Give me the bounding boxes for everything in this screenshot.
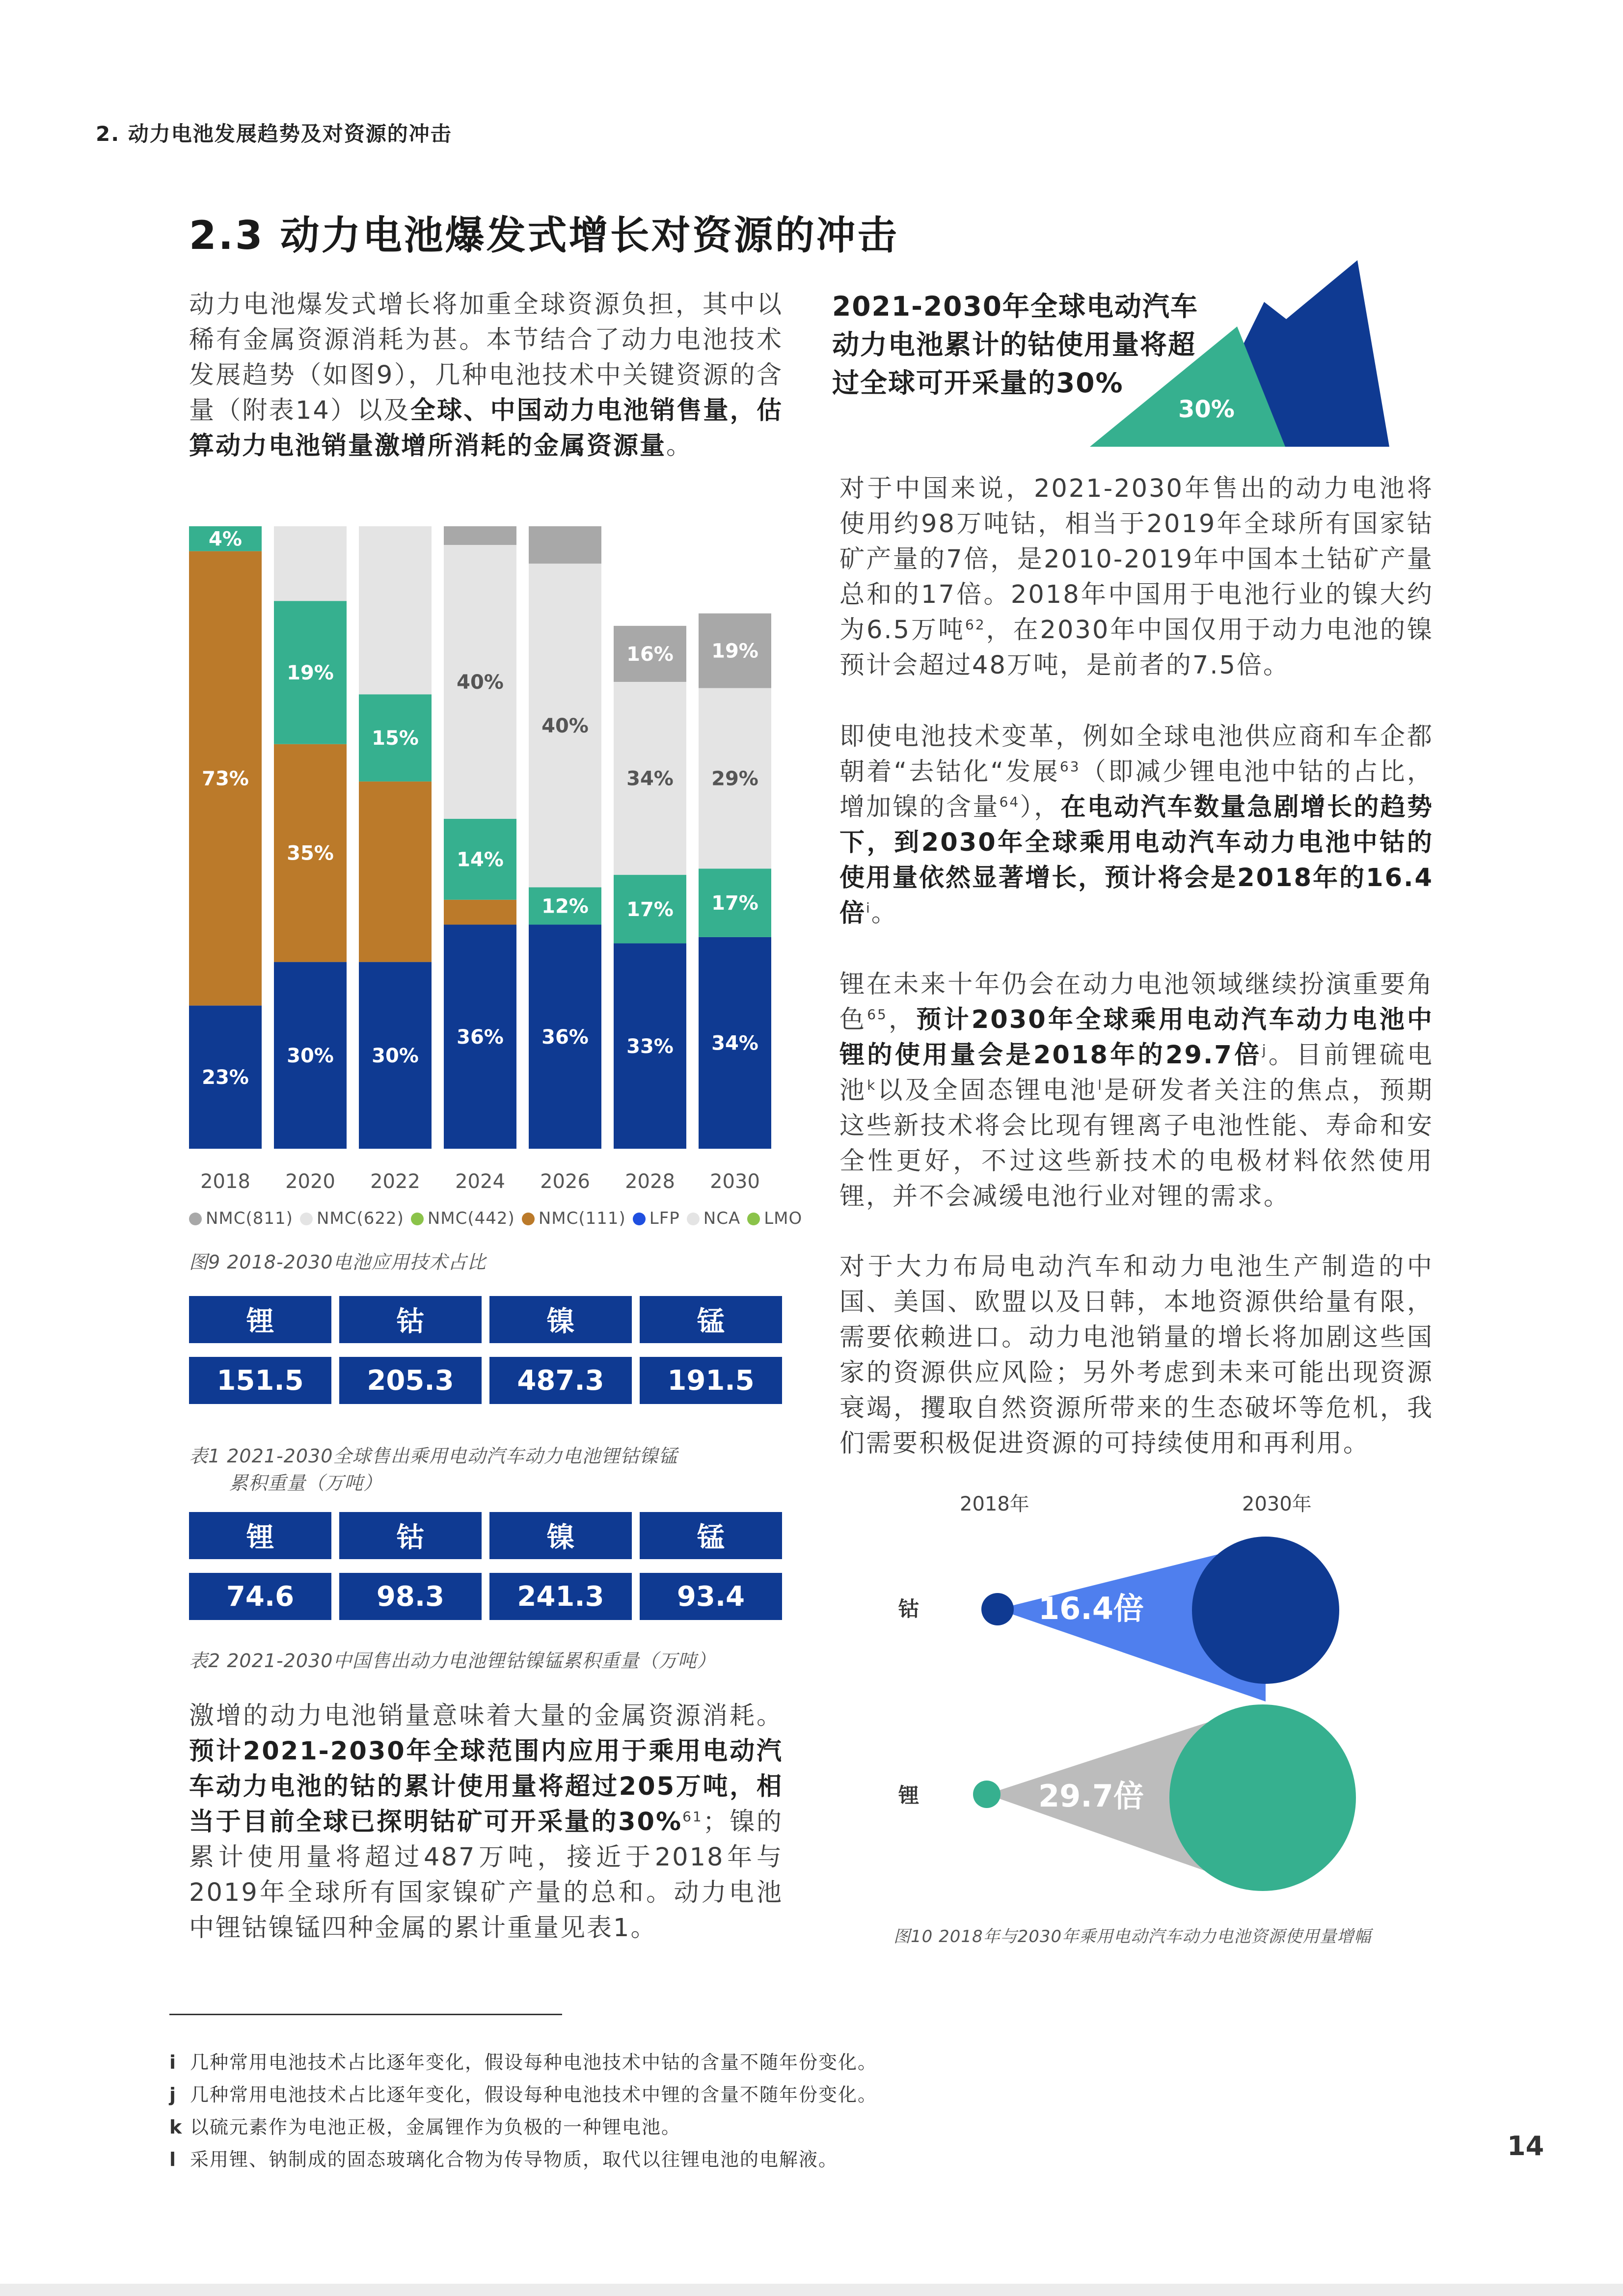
table1-value-mn: 191.5 bbox=[640, 1357, 782, 1404]
lithium-text-a: 锂在未来十年仍会在动力电池领域继续扮演重要角色 bbox=[839, 970, 1434, 1034]
bar-label-2028: 16% bbox=[626, 643, 674, 666]
lithium-label: 锂 bbox=[898, 1783, 920, 1808]
lithium-2018-circle bbox=[973, 1781, 1001, 1808]
table2-header-li: 锂 bbox=[189, 1512, 331, 1559]
table2-caption: 表2 2021-2030中国售出动力电池锂钴镍锰累积重量（万吨） bbox=[189, 1650, 716, 1672]
decobalt-text-b: （即减少锂电池中钴的占比，增加镍的含量 bbox=[839, 757, 1434, 822]
legend-item bbox=[687, 1209, 740, 1228]
legend-label: NMC(111) bbox=[538, 1209, 626, 1228]
footnote-ref-62: 62 bbox=[965, 617, 986, 633]
legend-dot-icon bbox=[189, 1213, 202, 1225]
table1-header-ni: 镍 bbox=[489, 1296, 632, 1343]
bar-label-2024: 14% bbox=[457, 848, 504, 871]
bar-label-2026: 12% bbox=[541, 895, 589, 918]
intro-text: 动力电池爆发式增长将加重全球资源负担，其中以稀有金属资源消耗为甚。本节结合了动力电池技术发展趋势（如图9），几种电池技术中关键资源的含量（附表14）以及 bbox=[189, 290, 783, 425]
bar-label-2030: 19% bbox=[711, 640, 758, 663]
footnote-mark: i bbox=[169, 2052, 177, 2073]
legend-item bbox=[411, 1209, 515, 1228]
table1-value-co: 205.3 bbox=[339, 1357, 482, 1404]
legend-item bbox=[747, 1209, 802, 1228]
lithium-paragraph bbox=[839, 967, 1434, 1215]
x-tick-label: 2020 bbox=[285, 1170, 335, 1193]
table1 bbox=[189, 1296, 782, 1404]
footnote-mark: k bbox=[169, 2116, 183, 2138]
x-tick-label: 2030 bbox=[710, 1170, 760, 1193]
footnote-ref-i: i bbox=[866, 900, 871, 916]
bar-segment-nmc111-2022 bbox=[359, 782, 432, 962]
cobalt-2018-circle bbox=[981, 1593, 1014, 1625]
x-tick-label: 2028 bbox=[625, 1170, 675, 1193]
label-2030: 2030年 bbox=[1242, 1493, 1312, 1515]
china-paragraph bbox=[839, 471, 1434, 683]
bar-segment-nmc622-2020 bbox=[274, 526, 347, 601]
lithium-text-c: 。目前锂硫电池 bbox=[839, 1041, 1434, 1105]
section-title: 2.3 动力电池爆发式增长对资源的冲击 bbox=[189, 213, 899, 258]
lithium-bold: 预计2030年全球乘用电动汽车动力电池中锂的使用量会是2018年的29.7倍 bbox=[839, 1005, 1434, 1070]
bar-label-2026: 36% bbox=[541, 1026, 589, 1049]
table1-value-ni: 487.3 bbox=[489, 1357, 632, 1404]
intro-bold: 全球、中国动力电池销售量，估算动力电池销量激增所消耗的金属资源量 bbox=[189, 396, 783, 460]
cobalt-2030-circle bbox=[1192, 1537, 1339, 1684]
footnote-ref-64: 64 bbox=[999, 794, 1020, 810]
legend-label: NCA bbox=[703, 1209, 741, 1228]
legend-label: NMC(442) bbox=[427, 1209, 515, 1228]
decobalt-text-a: 即使电池技术变革，例如全球电池供应商和车企都朝着“去钴化“发展 bbox=[839, 722, 1434, 786]
cobalt-label: 钴 bbox=[898, 1597, 920, 1621]
table2-header-ni: 镍 bbox=[489, 1512, 632, 1559]
bar-label-2020: 19% bbox=[287, 661, 334, 684]
footnote-ref-j: j bbox=[1262, 1042, 1268, 1058]
legend-label: LFP bbox=[649, 1209, 680, 1228]
table2 bbox=[189, 1512, 782, 1620]
x-tick-label: 2024 bbox=[455, 1170, 505, 1193]
lithium-ratio: 29.7倍 bbox=[1038, 1778, 1144, 1814]
legend-label: NMC(811) bbox=[206, 1209, 293, 1228]
table1-header-li: 锂 bbox=[189, 1296, 331, 1343]
figure10-caption: 图10 2018年与2030年乘用电动汽车动力电池资源使用量增幅 bbox=[893, 1927, 1372, 1946]
intro-end: 。 bbox=[666, 432, 693, 460]
legend-item bbox=[522, 1209, 626, 1228]
legend-label: LMO bbox=[764, 1209, 803, 1228]
page-number: 14 bbox=[1507, 2131, 1544, 2161]
legend-dot-icon bbox=[747, 1213, 760, 1225]
footnote-mark: j bbox=[169, 2084, 177, 2106]
x-tick-label: 2026 bbox=[540, 1170, 590, 1193]
bar-label-2020: 35% bbox=[287, 842, 334, 865]
legend-item bbox=[300, 1209, 404, 1228]
legend-item bbox=[189, 1209, 293, 1228]
china-text-a: 对于中国来说，2021-2030年售出的动力电池将使用约98万吨钴，相当于2019年全球所有国家钴矿产量的7倍，是2010-2019年中国本土钴矿产量总和的17倍。2018年中国用于电池行业的镍大约为6.5万吨 bbox=[839, 474, 1434, 645]
bar-label-2022: 15% bbox=[372, 727, 419, 750]
bar-label-2020: 30% bbox=[287, 1044, 334, 1067]
lithium-text-b: ， bbox=[887, 1005, 917, 1034]
chart-legend bbox=[189, 1209, 802, 1228]
bar-label-2024: 40% bbox=[457, 671, 504, 694]
china-text-b: ，在2030年中国仅用于动力电池的镍预计会超过48万吨，是前者的7.5倍。 bbox=[839, 616, 1434, 680]
technology-share-chart bbox=[189, 520, 785, 1203]
legend-item bbox=[633, 1209, 680, 1228]
supply-risk-paragraph: 对于大力布局电动汽车和动力电池生产制造的中国、美国、欧盟以及日韩，本地资源供给量有限，需要依赖进口。动力电池销量的增长将加剧这些国家的资源供应风险；另外考虑到未来可能出现资源衰竭，攫取自然资源所带来的生态破坏等危机，我们需要积极促进资源的可持续使用和再利用。 bbox=[839, 1252, 1434, 1458]
figure9-caption: 图9 2018-2030电池应用技术占比 bbox=[189, 1251, 487, 1273]
bar-label-2018: 73% bbox=[202, 767, 249, 790]
bar-label-2022: 30% bbox=[372, 1044, 419, 1067]
footnote-ref-k: k bbox=[867, 1077, 877, 1093]
footnote-k bbox=[169, 2112, 681, 2139]
bar-label-2018: 23% bbox=[202, 1066, 249, 1089]
footnote-text: 几种常用电池技术占比逐年变化，假设每种电池技术中锂的含量不随年份变化。 bbox=[190, 2084, 878, 2106]
bar-label-2030: 17% bbox=[711, 892, 758, 915]
legend-dot-icon bbox=[687, 1213, 700, 1225]
bar-segment-nmc811-2026 bbox=[529, 526, 601, 564]
footnote-text: 采用锂、钠制成的固态玻璃化合物为传导物质，取代以往锂电池的电解液。 bbox=[190, 2149, 839, 2170]
resource-text-2: ；镍的累计使用量将超过487万吨，接近于2018年与2019年全球所有国家镍矿产量的总和。动力电池中锂钴镍锰四种金属的累计重量见表1。 bbox=[189, 1808, 783, 1943]
x-tick-label: 2022 bbox=[370, 1170, 420, 1193]
bar-segment-nmc111-2024 bbox=[444, 900, 516, 925]
table1-header-mn: 锰 bbox=[640, 1296, 782, 1343]
legend-dot-icon bbox=[411, 1213, 424, 1225]
footnote-i bbox=[169, 2047, 877, 2074]
bar-label-2024: 36% bbox=[457, 1026, 504, 1049]
legend-dot-icon bbox=[633, 1213, 646, 1225]
label-2018: 2018年 bbox=[960, 1493, 1029, 1515]
table1-caption-line2: 累积重量（万吨） bbox=[229, 1472, 383, 1494]
table1-value-li: 151.5 bbox=[189, 1357, 331, 1404]
table2-value-co: 98.3 bbox=[339, 1573, 482, 1620]
decobalt-bold: 在电动汽车数量急剧增长的趋势下，到2030年全球乘用电动汽车动力电池中钴的使用量依然显著增长，预计将会是2018年的16.4倍 bbox=[839, 793, 1434, 928]
footnote-ref-63: 63 bbox=[1059, 758, 1081, 775]
legend-dot-icon bbox=[522, 1213, 535, 1225]
bar-segment-nmc622-2022 bbox=[359, 526, 432, 694]
footnote-text: 几种常用电池技术占比逐年变化，假设每种电池技术中钴的含量不随年份变化。 bbox=[190, 2052, 878, 2073]
resource-text-1: 激增的动力电池销量意味着大量的金属资源消耗。 bbox=[189, 1702, 783, 1730]
resource-consumption-paragraph bbox=[189, 1699, 783, 1946]
intro-paragraph bbox=[189, 287, 783, 464]
footnote-mark: l bbox=[169, 2149, 177, 2170]
resource-bold: 预计2021-2030年全球范围内应用于乘用电动汽车动力电池的钴的累计使用量将超过205万吨，相当于目前全球已探明钴矿可开采量的30% bbox=[189, 1737, 783, 1837]
lithium-2030-circle bbox=[1169, 1704, 1356, 1891]
table1-caption-line1: 表1 2021-2030全球售出乘用电动汽车动力电池锂钴镍锰 bbox=[189, 1445, 678, 1467]
bar-label-2030: 34% bbox=[711, 1032, 758, 1055]
footnote-divider bbox=[169, 2014, 562, 2015]
bar-label-2030: 29% bbox=[711, 767, 758, 790]
footnote-ref-61: 61 bbox=[682, 1809, 703, 1825]
callout-badge: 30% bbox=[1178, 396, 1235, 423]
bar-label-2028: 17% bbox=[626, 898, 674, 921]
lithium-text-e: 是研发者关注的焦点，预期这些新技术将会比现有锂离子电池性能、寿命和安全性更好，不过这些新技术的电极材料依然使用锂，并不会减缓电池行业对锂的需求。 bbox=[839, 1076, 1434, 1211]
lithium-text-d: 以及全固态锂电池 bbox=[876, 1076, 1098, 1105]
table1-caption bbox=[189, 1441, 677, 1495]
legend-dot-icon bbox=[300, 1213, 313, 1225]
table2-header-co: 钴 bbox=[339, 1512, 482, 1559]
decobalt-text-c: ）， bbox=[1020, 793, 1061, 822]
cobalt-callout: 2021-2030年全球电动汽车动力电池累计的钴使用量将超过全球可开采量的30% bbox=[832, 291, 1198, 399]
table2-header-mn: 锰 bbox=[640, 1512, 782, 1559]
legend-label: NMC(622) bbox=[316, 1209, 404, 1228]
page-bottom-band bbox=[0, 2284, 1623, 2296]
decobalt-text-d: 。 bbox=[871, 899, 898, 928]
table2-value-mn: 93.4 bbox=[640, 1573, 782, 1620]
bar-label-2028: 34% bbox=[626, 767, 674, 790]
bar-label-2018: 4% bbox=[209, 528, 242, 551]
running-header: 2. 动力电池发展趋势及对资源的冲击 bbox=[96, 122, 452, 146]
bar-label-2026: 40% bbox=[541, 714, 589, 737]
footnote-ref-l: l bbox=[1098, 1077, 1103, 1093]
x-tick-label: 2018 bbox=[200, 1170, 250, 1193]
table1-header-co: 钴 bbox=[339, 1296, 482, 1343]
bar-segment-nmc811-2024 bbox=[444, 526, 516, 545]
mountain-graphic bbox=[1090, 255, 1414, 452]
footnote-l bbox=[169, 2144, 838, 2171]
cobalt-ratio: 16.4倍 bbox=[1038, 1591, 1144, 1626]
footnote-ref-65: 65 bbox=[867, 1006, 888, 1023]
table2-value-ni: 241.3 bbox=[489, 1573, 632, 1620]
table2-value-li: 74.6 bbox=[189, 1573, 331, 1620]
growth-comparison-figure bbox=[839, 1483, 1453, 1924]
bar-label-2028: 33% bbox=[626, 1035, 674, 1058]
footnote-j bbox=[169, 2080, 877, 2107]
footnote-text: 以硫元素作为电池正极，金属锂作为负极的一种锂电池。 bbox=[190, 2116, 681, 2138]
decobalt-paragraph bbox=[839, 719, 1434, 931]
